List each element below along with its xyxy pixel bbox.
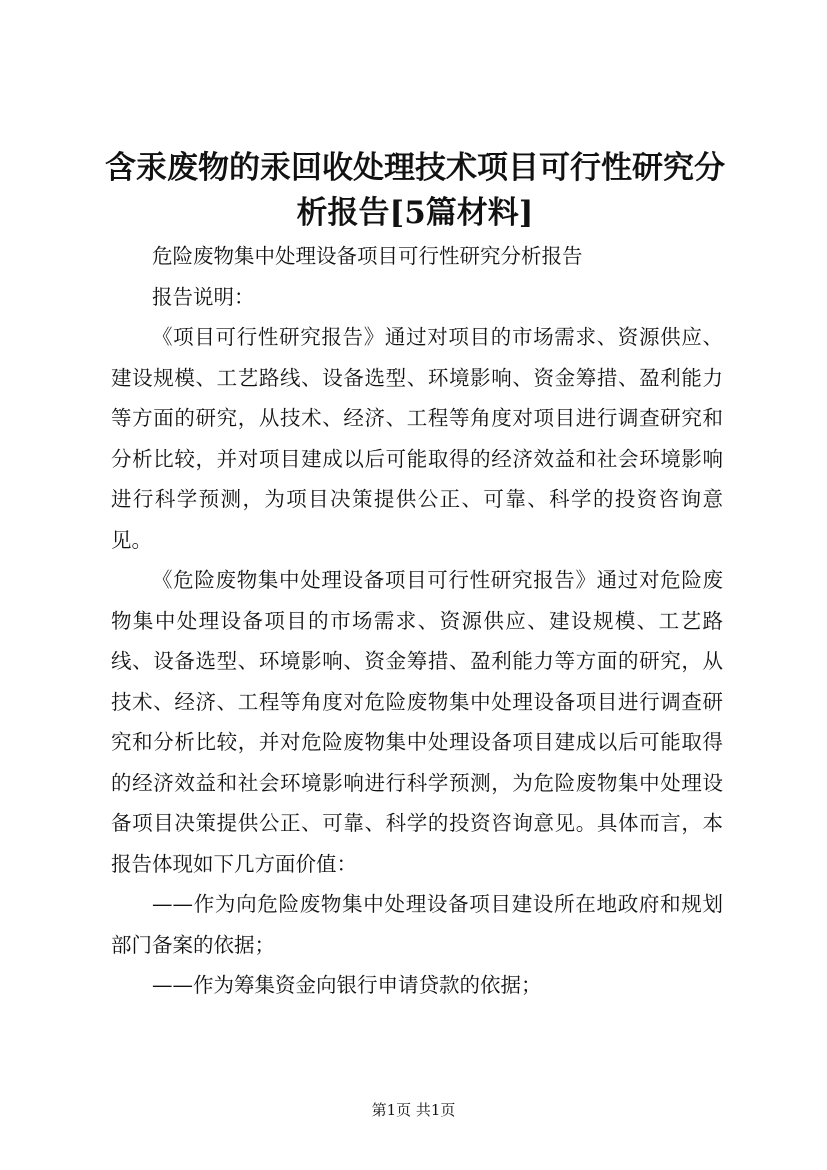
document-title: 含汞废物的汞回收处理技术项目可行性研究分析报告[5篇材料] — [105, 150, 725, 231]
page-number: 第1页 共1页 — [371, 1101, 456, 1119]
paragraph-specific-description: 《危险废物集中处理设备项目可行性研究报告》通过对危险废物集中处理设备项目的市场需求、资源供应、建设规模、工艺路线、设备选型、环境影响、资金筹措、盈利能力等方面的研究，从技术、经济、工程等角度对危险废物集中处理设备项目进行调查研究和分析比较，并对危险废物集中处理设备项目建成以后可能取得的经济效益和社会环境影响进行科学预测，为危险废物集中处理设备项目决策提供公正、可靠、科学的投资咨询意见。具体而言，本报告体现如下几方面价值： — [111, 568, 723, 876]
document-body — [111, 236, 723, 1006]
paragraph-value-item-2: ——作为筹集资金向银行申请贷款的依据； — [152, 973, 542, 997]
paragraph-value-item-1: ——作为向危险废物集中处理设备项目建设所在地政府和规划部门备案的依据； — [111, 892, 723, 957]
paragraph-general-description: 《项目可行性研究报告》通过对项目的市场需求、资源供应、建设规模、工艺路线、设备选型、环境影响、资金筹措、盈利能力等方面的研究，从技术、经济、工程等角度对项目进行调查研究和分析比较，并对项目建成以后可能取得的经济效益和社会环境影响进行科学预测，为项目决策提供公正、可靠、科学的投资咨询意见。 — [111, 325, 723, 552]
paragraph-subtitle: 危险废物集中处理设备项目可行性研究分析报告 — [152, 244, 583, 268]
page-footer — [0, 1100, 827, 1120]
paragraph-report-note-heading: 报告说明： — [152, 284, 255, 309]
